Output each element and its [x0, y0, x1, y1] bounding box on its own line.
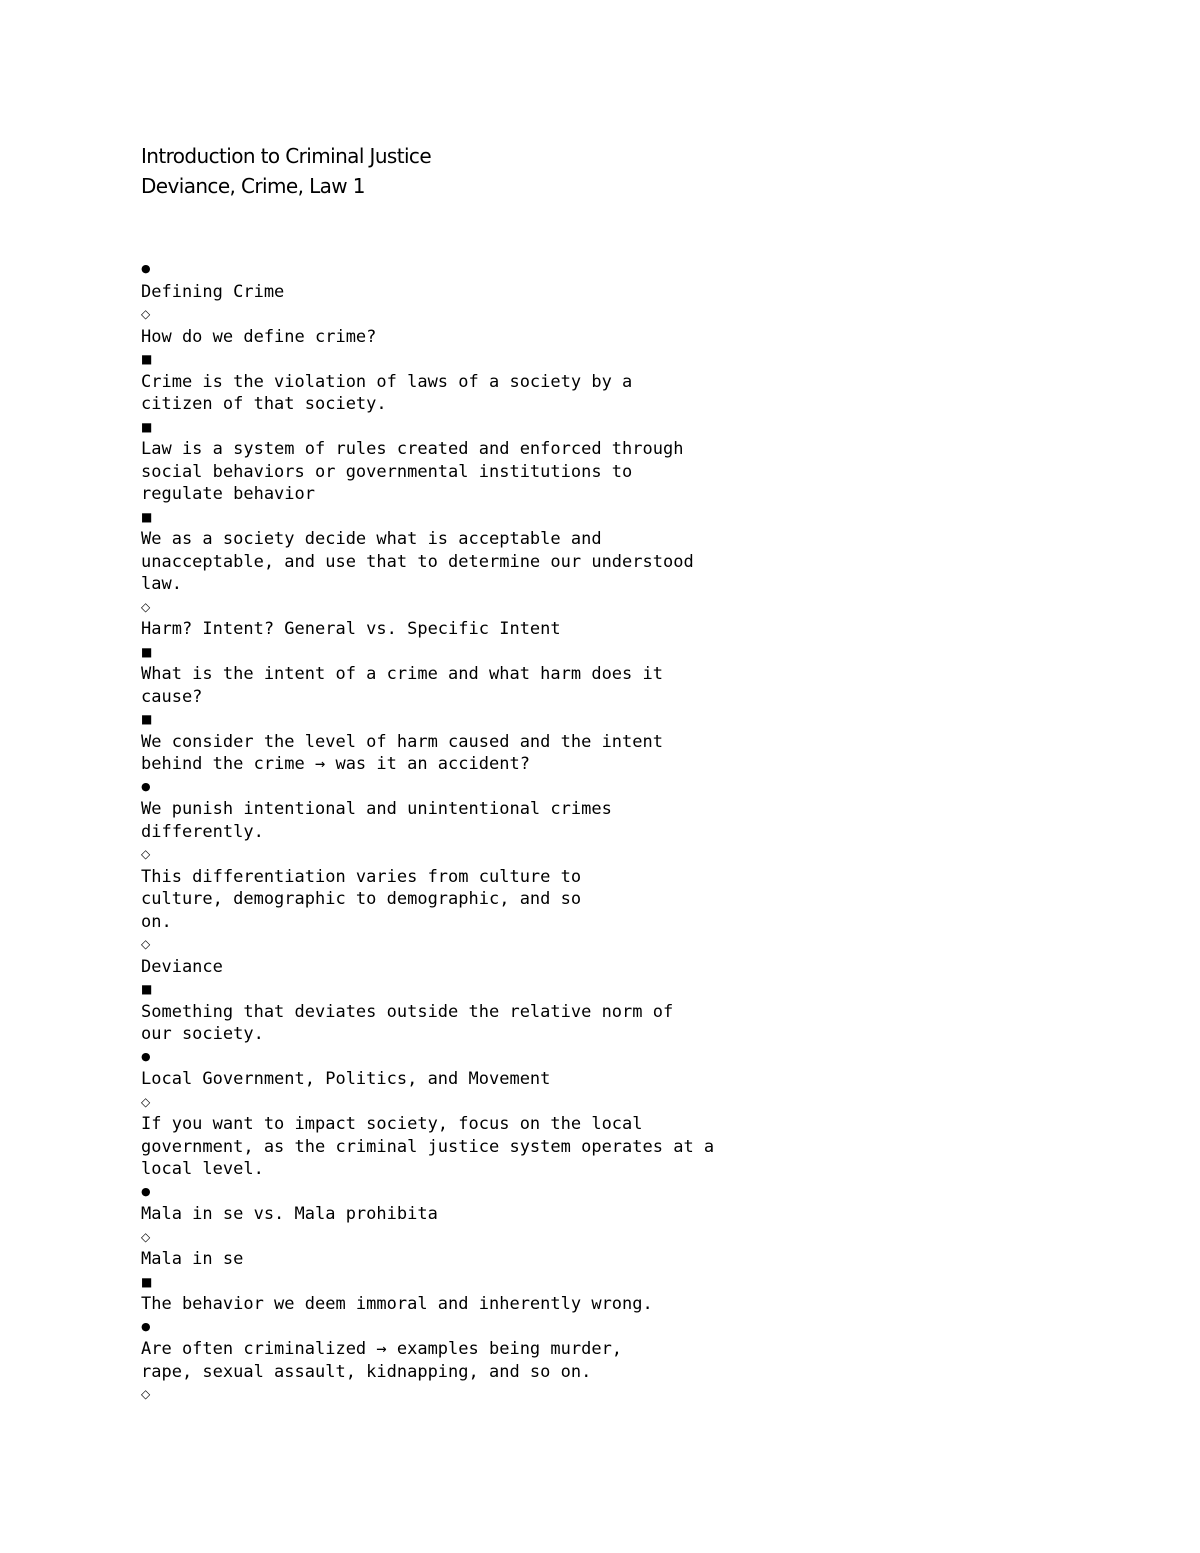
diamond-bullet-icon: ◇	[141, 307, 151, 321]
outline-text-line: law.	[141, 574, 182, 594]
outline-text-line: Deviance	[141, 956, 223, 977]
outline-text-line: The behavior we deem immoral and inherently wrong.	[141, 1294, 653, 1314]
outline-text-line: Law is a system of rules created and enforced through	[141, 439, 684, 459]
disc-bullet-icon: ●	[141, 779, 151, 793]
diamond-bullet-icon: ◇	[141, 1387, 151, 1401]
document-body	[141, 258, 861, 1406]
diamond-bullet-icon: ◇	[141, 599, 151, 614]
outline-text-line: unacceptable, and use that to determine our understood	[141, 551, 694, 572]
outline-text-line: behind the crime → was it an accident?	[141, 754, 530, 774]
outline-text-line: We punish intentional and unintentional crimes	[141, 799, 612, 819]
square-bullet-icon: ■	[141, 1274, 153, 1289]
outline-text-line: local level.	[141, 1159, 264, 1179]
outline-text-line: our society.	[141, 1024, 264, 1044]
outline-text-line: Mala in se vs. Mala prohibita	[141, 1204, 438, 1224]
outline-text-line: Crime is the violation of laws of a society by a	[141, 371, 633, 392]
outline-text-line: Are often criminalized → examples being murder,	[141, 1339, 623, 1359]
outline-text-line: We consider the level of harm caused and the intent	[141, 731, 663, 752]
outline-text-line: cause?	[141, 686, 203, 707]
outline-text-line: Defining Crime	[141, 281, 285, 302]
disc-bullet-icon: ●	[141, 1184, 151, 1198]
square-bullet-icon: ■	[141, 419, 153, 434]
disc-bullet-icon: ●	[141, 1319, 151, 1333]
disc-bullet-icon: ●	[141, 262, 151, 275]
outline-text-line: Local Government, Politics, and Movement	[141, 1069, 551, 1089]
outline-text-line: This differentiation varies from culture to	[141, 866, 582, 887]
square-bullet-icon: ■	[141, 982, 153, 996]
diamond-bullet-icon: ◇	[141, 1094, 151, 1109]
diamond-bullet-icon: ◇	[141, 1229, 151, 1244]
disc-bullet-icon: ●	[141, 1049, 151, 1063]
outline-text-line: regulate behavior	[141, 484, 315, 504]
diamond-bullet-icon: ◇	[141, 847, 151, 861]
outline-text-line: If you want to impact society, focus on the local	[141, 1114, 643, 1134]
document-header	[141, 141, 431, 201]
outline-text-line: How do we define crime?	[141, 326, 377, 347]
outline-text-line: citizen of that society.	[141, 394, 387, 414]
square-bullet-icon: ■	[141, 644, 153, 659]
document-subtitle: Deviance, Crime, Law 1	[141, 174, 365, 198]
outline-text-line: rape, sexual assault, kidnapping, and so on.	[141, 1361, 592, 1382]
outline-text-line: on.	[141, 911, 172, 932]
square-bullet-icon: ■	[141, 712, 153, 726]
outline-text-line: Harm? Intent? General vs. Specific Intent	[141, 619, 561, 639]
square-bullet-icon: ■	[141, 352, 153, 366]
outline-text-line: Something that deviates outside the relative norm of	[141, 1001, 674, 1022]
diamond-bullet-icon: ◇	[141, 937, 151, 951]
outline-text-line: differently.	[141, 821, 264, 842]
square-bullet-icon: ■	[141, 509, 153, 524]
document-title: Introduction to Criminal Justice	[141, 144, 432, 168]
outline-text-line: government, as the criminal justice system operates at a	[141, 1136, 715, 1157]
outline-text-line: What is the intent of a crime and what harm does it	[141, 664, 663, 684]
outline-text-line: We as a society decide what is acceptable and	[141, 529, 602, 549]
outline-text-line: culture, demographic to demographic, and so	[141, 889, 582, 909]
outline-text-line: Mala in se	[141, 1249, 244, 1269]
outline-text-line: social behaviors or governmental institutions to	[141, 461, 633, 482]
